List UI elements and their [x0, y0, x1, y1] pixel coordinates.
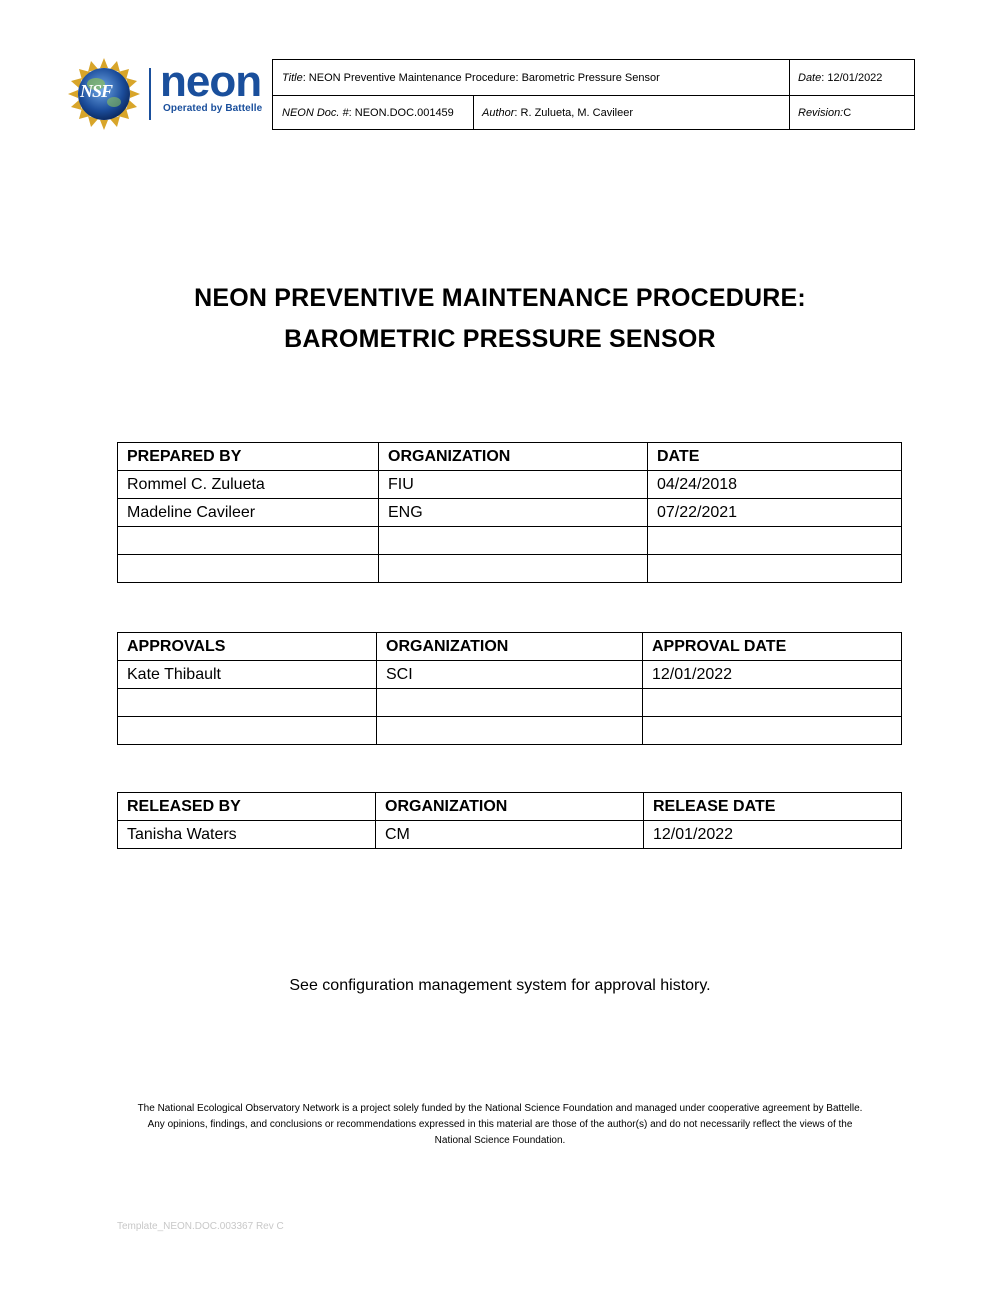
funding-disclaimer: [110, 1101, 890, 1149]
table-header-row: [118, 633, 902, 661]
header-revision-label: Revision:: [798, 106, 844, 119]
table-cell: [118, 717, 377, 745]
column-header: APPROVALS: [118, 633, 377, 661]
column-header: PREPARED BY: [118, 443, 379, 471]
header-doc-number-cell: [273, 95, 473, 130]
header-author-cell: [473, 95, 789, 130]
header-doc-label: NEON Doc. #: [282, 106, 349, 119]
table-header-row: [118, 793, 902, 821]
table-cell: [648, 527, 902, 555]
header-title-value: : NEON Preventive Maintenance Procedure: Barometric Pressure Sensor: [302, 71, 660, 84]
header-title-cell: [273, 60, 789, 95]
neon-logo-text: neon: [160, 57, 262, 106]
template-id-footer: Template_NEON.DOC.003367 Rev C: [117, 1221, 284, 1232]
table-cell: [379, 527, 648, 555]
table-row: [118, 527, 902, 555]
document-header-table: [272, 59, 915, 130]
header-revision-cell: [789, 95, 915, 130]
table-cell: [643, 717, 902, 745]
header-date-value: : 12/01/2022: [821, 71, 883, 84]
column-header: ORGANIZATION: [377, 633, 643, 661]
table-cell: 12/01/2022: [643, 661, 902, 689]
column-header: ORGANIZATION: [376, 793, 644, 821]
approvals-table: [117, 632, 902, 745]
document-title: [0, 278, 1000, 360]
table-cell: FIU: [379, 471, 648, 499]
column-header: RELEASED BY: [118, 793, 376, 821]
table-cell: [648, 555, 902, 583]
table-row: [118, 717, 902, 745]
header-author-value: : R. Zulueta, M. Cavileer: [514, 106, 634, 119]
table-cell: [643, 689, 902, 717]
table-cell: [118, 689, 377, 717]
table-row: [118, 555, 902, 583]
table-cell: [118, 555, 379, 583]
table-cell: [118, 527, 379, 555]
column-header: RELEASE DATE: [644, 793, 902, 821]
prepared-by-table: [117, 442, 902, 583]
table-cell: ENG: [379, 499, 648, 527]
column-header: ORGANIZATION: [379, 443, 648, 471]
column-header: APPROVAL DATE: [643, 633, 902, 661]
table-cell: Madeline Cavileer: [118, 499, 379, 527]
header-revision-value: C: [843, 106, 852, 119]
table-cell: [377, 689, 643, 717]
neon-nsf-logo: [68, 58, 270, 130]
header-author-label: Author: [482, 106, 515, 119]
table-cell: CM: [376, 821, 644, 849]
table-cell: Kate Thibault: [118, 661, 377, 689]
table-row: [118, 689, 902, 717]
table-row: [118, 471, 902, 499]
approval-history-note: See configuration management system for approval history.: [289, 977, 711, 994]
table-cell: Rommel C. Zulueta: [118, 471, 379, 499]
table-cell: SCI: [377, 661, 643, 689]
disclaimer-line: Any opinions, findings, and conclusions or recommendations expressed in this material are those of the author(s) and do not necessarily reflect the views of the: [147, 1119, 853, 1130]
header-doc-value: : NEON.DOC.001459: [348, 106, 454, 119]
table-cell: [377, 717, 643, 745]
table-cell: Tanisha Waters: [118, 821, 376, 849]
document-title-line1: NEON PREVENTIVE MAINTENANCE PROCEDURE:: [194, 284, 806, 312]
header-date-cell: [789, 60, 915, 95]
header-title-label: Title: [282, 71, 303, 84]
released-by-table: [117, 792, 902, 849]
logo-subtitle: Operated by Battelle: [163, 103, 263, 114]
header-date-label: Date: [798, 71, 822, 84]
document-title-line2: BAROMETRIC PRESSURE SENSOR: [284, 325, 716, 353]
table-row: [118, 821, 902, 849]
table-row: [118, 661, 902, 689]
table-cell: 04/24/2018: [648, 471, 902, 499]
column-header: DATE: [648, 443, 902, 471]
disclaimer-line: The National Ecological Observatory Network is a project solely funded by the National Science Foundation and managed under cooperative agreement by Battelle.: [137, 1103, 863, 1114]
table-row: [118, 499, 902, 527]
nsf-logo-text: NSF: [80, 81, 113, 101]
disclaimer-line: National Science Foundation.: [434, 1135, 566, 1146]
table-cell: 07/22/2021: [648, 499, 902, 527]
table-cell: 12/01/2022: [644, 821, 902, 849]
table-cell: [379, 555, 648, 583]
table-header-row: [118, 443, 902, 471]
